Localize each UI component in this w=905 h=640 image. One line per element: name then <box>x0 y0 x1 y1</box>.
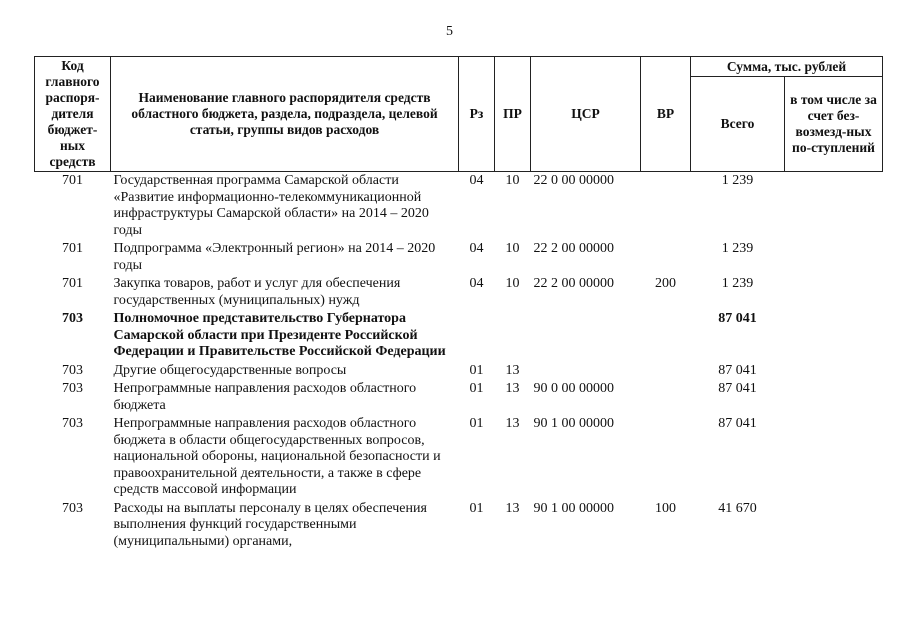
header-rz: Рз <box>459 57 495 172</box>
header-sum: Сумма, тыс. рублей <box>691 57 883 77</box>
header-pr: ПР <box>495 57 531 172</box>
row-total: 1 239 <box>721 173 754 188</box>
row-vr <box>641 310 691 362</box>
row-pr: 13 <box>505 416 520 431</box>
row-code: 703 <box>62 416 83 431</box>
header-csr: ЦСР <box>531 57 641 172</box>
table-row <box>35 380 883 415</box>
table-row <box>35 500 883 552</box>
row-code: 701 <box>62 276 83 291</box>
row-free <box>785 172 883 241</box>
header-name: Наименование главного распорядителя средств областного бюджета, раздела, подраздела, целевой статьи, группы видов расходов <box>111 57 459 172</box>
row-name: Непрограммные направления расходов областного бюджета <box>113 381 417 413</box>
row-code: 701 <box>62 173 83 188</box>
table-body <box>35 172 883 552</box>
row-vr <box>641 172 691 241</box>
header-code: Код главного распоря-дителя бюджет-ных средств <box>35 57 111 172</box>
row-free <box>785 275 883 310</box>
row-pr: 13 <box>505 381 520 396</box>
header-free: в том числе за счет без-возмезд-ных по-ступлений <box>785 77 883 172</box>
row-csr <box>531 362 641 381</box>
row-free <box>785 500 883 552</box>
table-row <box>35 172 883 241</box>
header-total: Всего <box>691 77 785 172</box>
table-row <box>35 275 883 310</box>
row-code: 703 <box>62 311 83 326</box>
row-rz: 01 <box>469 381 484 396</box>
row-total: 87 041 <box>718 416 757 431</box>
row-name: Непрограммные направления расходов областного бюджета в области общегосударственных вопросов, национальной обороны, национальной безопасности и правоохранительной деятельности, а также в сфере средств массовой информации <box>113 416 441 497</box>
page-number: 5 <box>446 24 453 39</box>
row-total: 87 041 <box>718 311 757 326</box>
row-name: Полномочное представительство Губернатора Самарской области при Президенте Российской Федерации и Правительстве Российской Федерации <box>113 311 446 359</box>
row-csr: 90 0 00 00000 <box>533 381 614 396</box>
row-rz: 01 <box>469 500 484 516</box>
row-name: Подпрограмма «Электронный регион» на 2014 – 2020 годы <box>113 241 436 273</box>
row-free <box>785 310 883 362</box>
table-row <box>35 310 883 362</box>
row-name: Государственная программа Самарской области «Развитие информационно-телекоммуникационной инфраструктуры Самарской области» на 2014 – 2020 годы <box>113 173 429 238</box>
row-free <box>785 240 883 275</box>
row-free <box>785 380 883 415</box>
row-pr: 10 <box>505 173 520 188</box>
row-code: 703 <box>62 381 83 396</box>
row-csr: 22 2 00 00000 <box>533 241 614 256</box>
row-vr: 200 <box>655 276 676 291</box>
row-total: 1 239 <box>721 276 754 291</box>
row-pr: 10 <box>505 276 520 291</box>
row-name: Расходы на выплаты персоналу в целях обеспечения выполнения функций государственными (муниципальными) органами, <box>113 500 427 549</box>
row-vr: 100 <box>655 500 676 516</box>
row-total: 1 239 <box>721 241 754 256</box>
row-code: 701 <box>62 241 83 256</box>
row-pr: 13 <box>505 500 520 516</box>
row-csr <box>531 310 641 362</box>
row-rz: 01 <box>469 416 484 431</box>
row-pr <box>495 310 531 362</box>
row-rz: 04 <box>469 276 484 291</box>
row-csr: 22 0 00 00000 <box>533 173 614 188</box>
row-free <box>785 362 883 381</box>
table-row <box>35 415 883 500</box>
row-name: Другие общегосударственные вопросы <box>113 362 347 378</box>
row-csr: 90 1 00 00000 <box>533 416 614 431</box>
row-free <box>785 415 883 500</box>
table-row <box>35 240 883 275</box>
row-rz: 01 <box>469 362 484 378</box>
row-vr <box>641 240 691 275</box>
row-total: 41 670 <box>718 500 757 516</box>
budget-table <box>34 56 883 551</box>
row-total: 87 041 <box>718 381 757 396</box>
row-vr <box>641 362 691 381</box>
header-vr: ВР <box>641 57 691 172</box>
row-vr <box>641 380 691 415</box>
row-csr: 90 1 00 00000 <box>533 500 614 516</box>
row-pr: 10 <box>505 241 520 256</box>
table-row <box>35 362 883 381</box>
row-code: 703 <box>62 500 83 516</box>
row-code: 703 <box>62 362 83 378</box>
table-header <box>35 57 883 172</box>
row-total: 87 041 <box>718 362 757 378</box>
row-csr: 22 2 00 00000 <box>533 276 614 291</box>
row-rz: 04 <box>469 241 484 256</box>
row-name: Закупка товаров, работ и услуг для обеспечения государственных (муниципальных) нужд <box>113 276 401 308</box>
row-pr: 13 <box>505 362 520 378</box>
row-rz <box>459 310 495 362</box>
row-rz: 04 <box>469 173 484 188</box>
row-vr <box>641 415 691 500</box>
